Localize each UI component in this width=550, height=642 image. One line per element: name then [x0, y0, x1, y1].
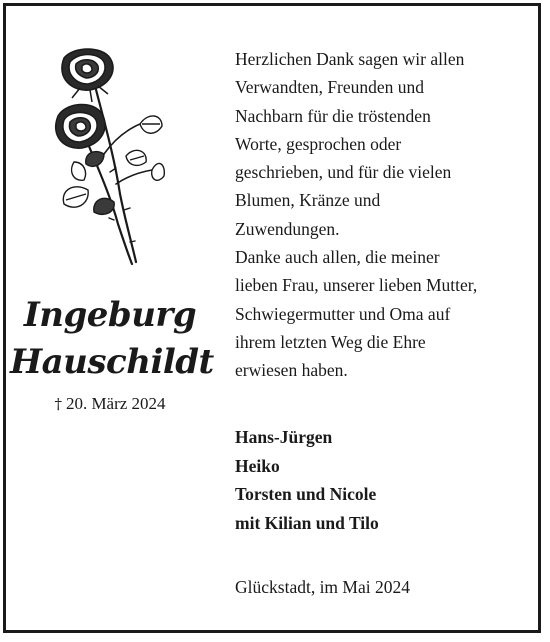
thanks-line: geschrieben, und für die vielen [235, 162, 452, 183]
thanks-line: Blumen, Kränze und [235, 190, 381, 211]
thanks-line: Danke auch allen, die meiner [235, 247, 440, 268]
thanks-line: Schwiegermutter und Oma auf [235, 303, 451, 324]
thanks-line: erwiesen haben. [235, 360, 348, 381]
death-date-line [10, 394, 210, 414]
place-and-date: Glückstadt, im Mai 2024 [235, 577, 410, 597]
family-member: Heiko [235, 455, 280, 476]
thanks-text [235, 45, 535, 385]
thanks-line: Worte, gesprochen oder [235, 133, 402, 154]
thanks-line: lieben Frau, unserer lieben Mutter, [235, 275, 478, 296]
deceased-name [10, 292, 214, 386]
family-member: Hans-Jürgen [235, 427, 333, 447]
family-member: mit Kilian und Tilo [235, 512, 379, 533]
rose-icon [44, 44, 166, 266]
death-cross-icon: † [54, 395, 62, 413]
family-member: Torsten und Nicole [235, 484, 377, 504]
thanks-line: Zuwendungen. [235, 218, 340, 239]
thanks-line: Nachbarn für die tröstenden [235, 105, 431, 126]
first-name: Ingeburg [23, 295, 197, 335]
last-name: Hauschildt [10, 342, 214, 382]
death-date: 20. März 2024 [65, 394, 166, 413]
family-signatures [235, 423, 535, 537]
thanks-line: ihrem letzten Weg die Ehre [235, 331, 426, 352]
thanks-line: Verwandten, Freunden und [235, 77, 425, 98]
thanks-line: Herzlichen Dank sagen wir allen [235, 49, 465, 69]
